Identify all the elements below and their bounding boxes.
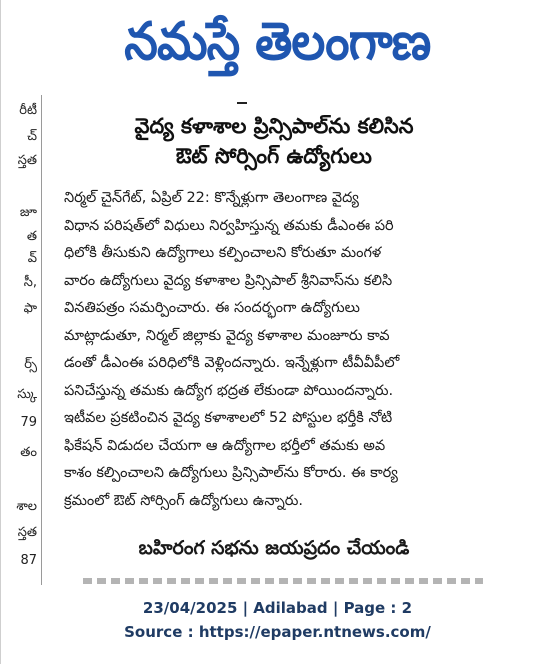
cropped-text-edge (83, 578, 483, 584)
body-line: వారం ఉద్యోగులు వైద్య కళాశాల ప్రిన్సిపాల్ శ్రీనివాస్‌ను కలిసి (64, 272, 393, 289)
fragment-text: సీ, (23, 275, 37, 290)
fragment-text: ఫా (23, 301, 37, 316)
adjacent-column-fragment (1, 95, 42, 585)
fragment-text: స్తత (17, 525, 37, 540)
fragment-text: రీటీ (19, 103, 37, 118)
body-line: వినతిపత్రం సమర్పించారు. ఈ సందర్భంగా ఉద్యోగులు (64, 300, 360, 316)
body-line: ఫికేషన్ విడుదల చేయగా ఆ ఉద్యోగాల భర్తీలో తమకు అవ (64, 437, 386, 454)
body-line: విధాన పరిషత్‌లో విధులు నిర్వహిస్తున్న తమకు డీఎంఈ పరి (64, 217, 394, 234)
article-body (54, 185, 494, 515)
news-article (54, 95, 494, 559)
fragment-text: తం (20, 445, 37, 460)
body-line: పనిచేస్తున్న తమకు ఉద్యోగ భద్రత లేకుండా పోయిందన్నారు. (64, 382, 394, 399)
fragment-text: చ్ (27, 129, 37, 144)
headline-line: వైద్య కళాశాల ప్రిన్సిపాల్‌ను కలిసిన (134, 114, 414, 138)
masthead (1, 2, 553, 82)
body-line: క్రమంలో ఔట్ సోర్సింగ్ ఉద్యోగులు ఉన్నారు. (64, 492, 303, 509)
body-line: కాశం కల్పించాలని ఉద్యోగులు ప్రిన్సిపాల్‌ను కోరారు. ఈ కార్య (64, 465, 398, 481)
newspaper-logo: నమస్తే తెలంగాణ (124, 11, 431, 72)
divider (237, 102, 247, 104)
fragment-text: 79 (20, 415, 37, 430)
headline-line: ఔట్ సోర్సింగ్ ఉద్యోగులు (176, 144, 372, 168)
body-line: ఇటీవల ప్రకటించిన వైద్య కళాశాలలో 52 పోస్టుల భర్తీకి నోటి (64, 410, 393, 426)
fragment-text: స్తత (17, 153, 37, 168)
fragment-text: ర్స్ (24, 357, 37, 372)
fragment-text: శాల (16, 499, 37, 514)
fragment-text: 87 (20, 553, 37, 568)
edition-info: 23/04/2025 | Adilabad | Page : 2 (142, 599, 413, 617)
body-line: నిర్మల్ చైన్‌గేట్, ఏప్రిల్ 22: కొన్నేళ్లుగా తెలంగాణ వైద్య (64, 190, 359, 206)
article-headline (54, 111, 494, 171)
fragment-text: త (26, 229, 37, 244)
body-line: డంతో డీఎంఈ పరిధిలోకి వెళ్లిందన్నారు. ఇన్నేళ్లుగా టీవీవీపీలో (64, 355, 400, 371)
page-footer (1, 596, 553, 644)
fragment-text: స్కు (17, 387, 37, 402)
next-article-headline: బహిరంగ సభను జయప్రదం చేయండి (138, 537, 410, 559)
fragment-text: జూ (19, 205, 37, 220)
fragment-text: వ్ (27, 251, 37, 266)
body-line: ధిలోకి తీసుకుని ఉద్యోగాలు కల్పించాలని కోరుతూ మంగళ (64, 245, 382, 261)
body-line: మాట్లాడుతూ, నిర్మల్ జిల్లాకు వైద్య కళాశాల మంజూరు కావ (64, 327, 390, 344)
source-link[interactable]: Source : https://epaper.ntnews.com/ (124, 623, 431, 641)
